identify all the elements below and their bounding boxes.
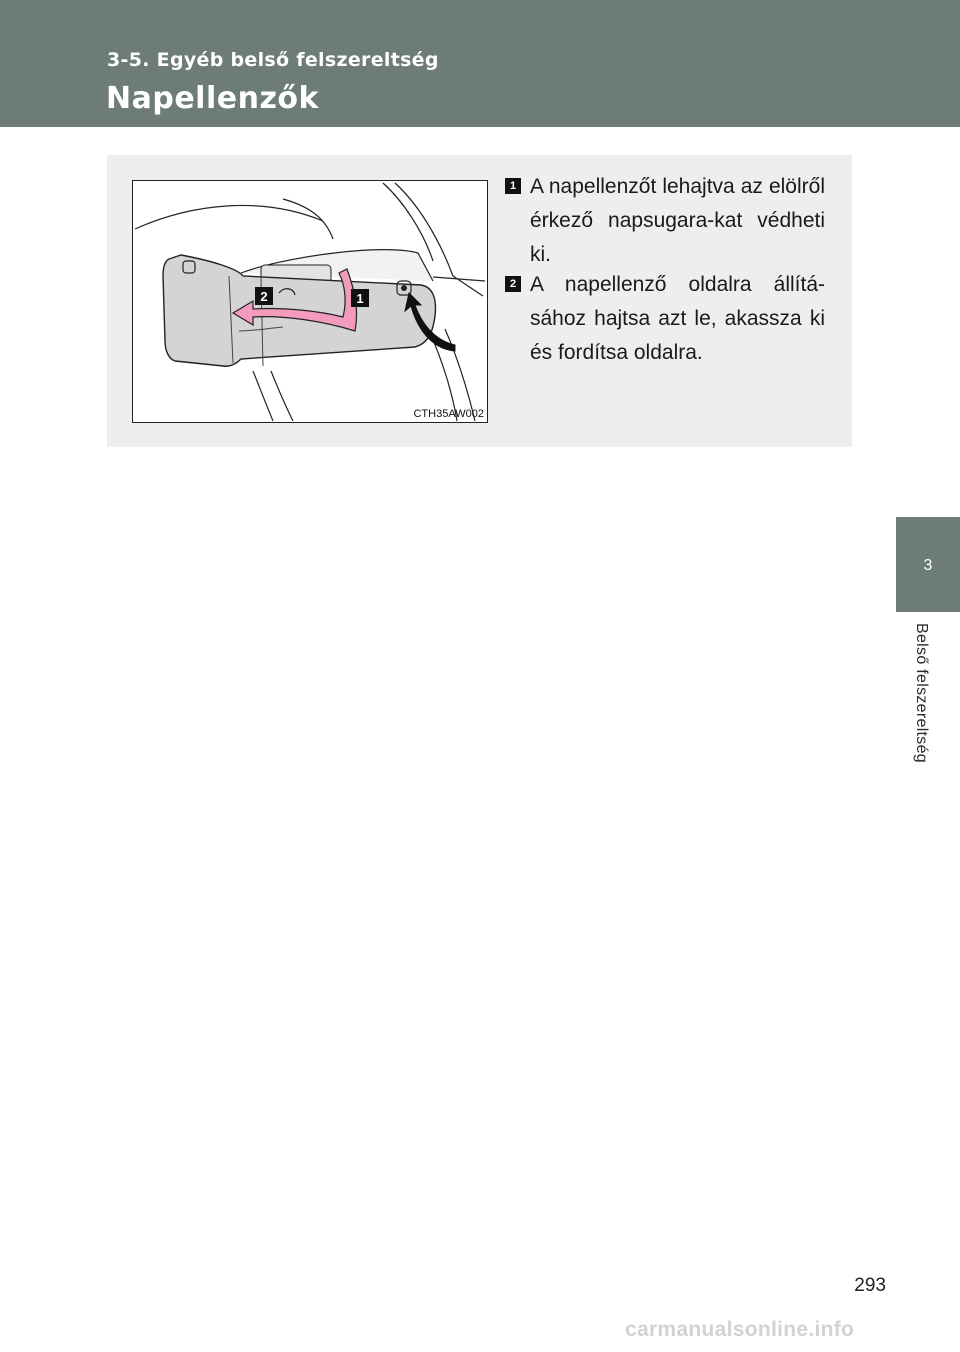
page-number: 293	[854, 1275, 886, 1296]
watermark: carmanualsonline.info	[625, 1318, 855, 1341]
step-1	[505, 170, 825, 272]
chapter-label: Belső felszereltség	[913, 623, 930, 763]
page-header	[0, 0, 960, 127]
step-text-1: A napellenzőt lehajtva az elölről érkező napsugara-kat védheti ki.	[530, 175, 825, 266]
page-title: Napellenzők	[106, 81, 319, 116]
step-2	[505, 268, 825, 370]
chapter-tab[interactable]	[896, 517, 960, 612]
sun-visor-drawing	[133, 181, 487, 422]
chapter-number: 3	[923, 557, 933, 574]
step-marker-2: 2	[505, 276, 521, 292]
step-marker-1: 1	[505, 178, 521, 194]
callout-1: 1	[356, 291, 364, 306]
section-heading: 3-5. Egyéb belső felszereltség	[107, 49, 439, 71]
sun-visor-illustration	[132, 180, 488, 423]
callout-2: 2	[260, 289, 268, 304]
figure-code: CTH35AW002	[413, 408, 484, 420]
step-text-2: A napellenző oldalra állítá-sához hajtsa azt le, akassza ki és fordítsa oldalra.	[530, 273, 825, 364]
